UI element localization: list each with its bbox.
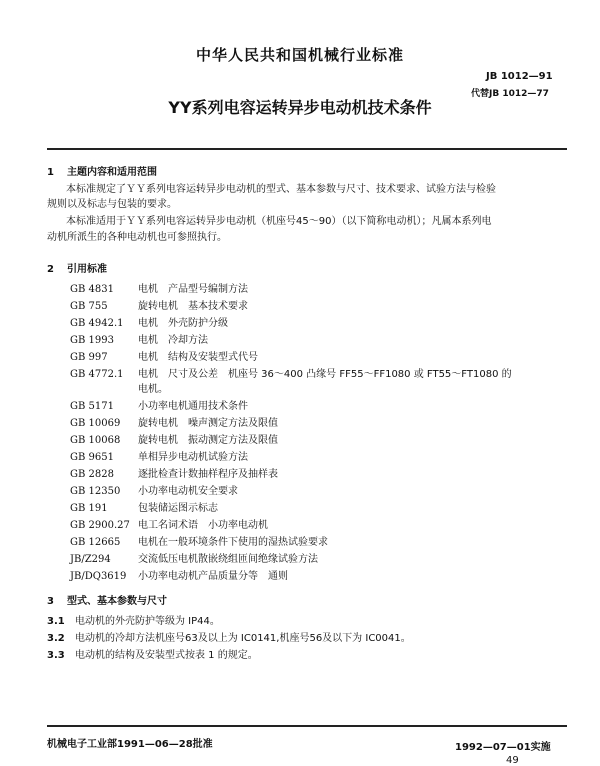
reference-code: JB/DQ3619 [70,571,127,582]
section-1-para1-line1: 本标准规定了ＹＹ系列电容运转异步电动机的型式、基本参数与尺寸、技术要求、试验方法与检验 [66,184,496,195]
approval-date: 机械电子工业部1991—06—28批准 [47,739,213,750]
reference-code: GB 997 [70,352,108,363]
reference-title: 电机 产品型号编制方法 [138,284,248,295]
reference-code: GB 191 [70,503,108,514]
reference-item [70,331,208,346]
section-2-number: 2 [47,264,54,275]
reference-code: GB 4831 [70,284,114,295]
clause-3-3 [47,646,258,661]
reference-title: 交流低压电机散嵌绕组匝间绝缘试验方法 [138,554,318,565]
clause-text: 电动机的外壳防护等级为 IP44。 [75,616,220,627]
reference-title: 小功率电动机安全要求 [138,486,238,497]
clause-text: 电动机的结构及安装型式按表 1 的规定。 [75,650,258,661]
reference-code: JB/Z294 [70,554,111,565]
reference-item [70,280,248,295]
reference-item [70,314,228,329]
clause-text: 电动机的冷却方法机座号63及以上为 IC0141,机座号56及以下为 IC0041。 [75,633,411,644]
effective-date: 1992—07—01实施 [455,742,551,753]
reference-item [70,397,248,412]
reference-code: GB 4772.1 [70,369,124,380]
reference-title: 电工名词术语 小功率电动机 [138,520,268,531]
reference-item [70,414,278,429]
reference-code: GB 755 [70,301,108,312]
standard-code: JB 1012—91 [486,71,553,82]
reference-code: GB 5171 [70,401,114,412]
reference-title: 旋转电机 噪声测定方法及限值 [138,418,278,429]
reference-code: GB 4942.1 [70,318,124,329]
section-3-title: 型式、基本参数与尺寸 [67,596,167,607]
section-1-para2-line2: 动机所派生的各种电动机也可参照执行。 [47,232,227,243]
reference-item [70,431,278,446]
reference-code: GB 9651 [70,452,114,463]
section-2-heading [47,260,107,275]
page-number: 49 [506,755,519,766]
clause-3-1 [47,612,220,627]
reference-title: 电机。 [138,384,168,395]
reference-code: GB 10068 [70,435,121,446]
reference-code: GB 1993 [70,335,114,346]
reference-title: 单相异步电动机试验方法 [138,452,248,463]
section-1-number: 1 [47,167,54,178]
reference-item [70,465,278,480]
section-1-heading [47,163,157,178]
reference-item [70,448,248,463]
reference-code: GB 10069 [70,418,121,429]
reference-title: 旋转电机 基本技术要求 [138,301,248,312]
section-2-title: 引用标准 [67,264,107,275]
reference-title: 电机在一般环境条件下使用的湿热试验要求 [138,537,328,548]
reference-title: 旋转电机 振动测定方法及限值 [138,435,278,446]
reference-code: GB 12665 [70,537,121,548]
header-rule [47,148,567,150]
reference-code: GB 2900.27 [70,520,130,531]
clause-number: 3.1 [47,616,65,627]
section-3-number: 3 [47,596,54,607]
clause-number: 3.3 [47,650,65,661]
reference-item [70,297,248,312]
reference-code: GB 12350 [70,486,121,497]
section-1-para1-line2: 规则以及标志与包装的要求。 [47,199,177,210]
reference-item [70,567,288,582]
reference-item [70,482,238,497]
reference-item [70,348,258,363]
reference-title: 电机 冷却方法 [138,335,208,346]
reference-title: 电机 结构及安装型式代号 [138,352,258,363]
clause-number: 3.2 [47,633,65,644]
reference-code: GB 2828 [70,469,114,480]
reference-title: 小功率电动机产品质量分等 通则 [138,571,288,582]
reference-title: 包装储运图示标志 [138,503,218,514]
ministry-title: 中华人民共和国机械行业标准 [195,46,404,64]
reference-item-continuation [70,380,168,395]
clause-3-2 [47,629,411,644]
reference-item [70,499,218,514]
footer-rule [47,725,567,727]
reference-title: 小功率电机通用技术条件 [138,401,248,412]
replaces-code: 代替JB 1012—77 [471,89,549,99]
reference-title: 电机 外壳防护分级 [138,318,228,329]
section-3-heading [47,592,167,607]
reference-item [70,365,512,380]
reference-item [70,550,318,565]
reference-title: 逐批检查计数抽样程序及抽样表 [138,469,278,480]
section-1-para2-line1: 本标准适用于ＹＹ系列电容运转异步电动机（机座号45～90）（以下简称电动机）；凡属本系列电 [66,216,492,227]
document-title: YY系列电容运转异步电动机技术条件 [168,98,432,117]
reference-item [70,533,328,548]
reference-item [70,516,268,531]
reference-title: 电机 尺寸及公差 机座号 36～400 凸缘号 FF55～FF1080 或 FT55～FT1080 的 [138,369,512,380]
section-1-title: 主题内容和适用范围 [67,167,157,178]
